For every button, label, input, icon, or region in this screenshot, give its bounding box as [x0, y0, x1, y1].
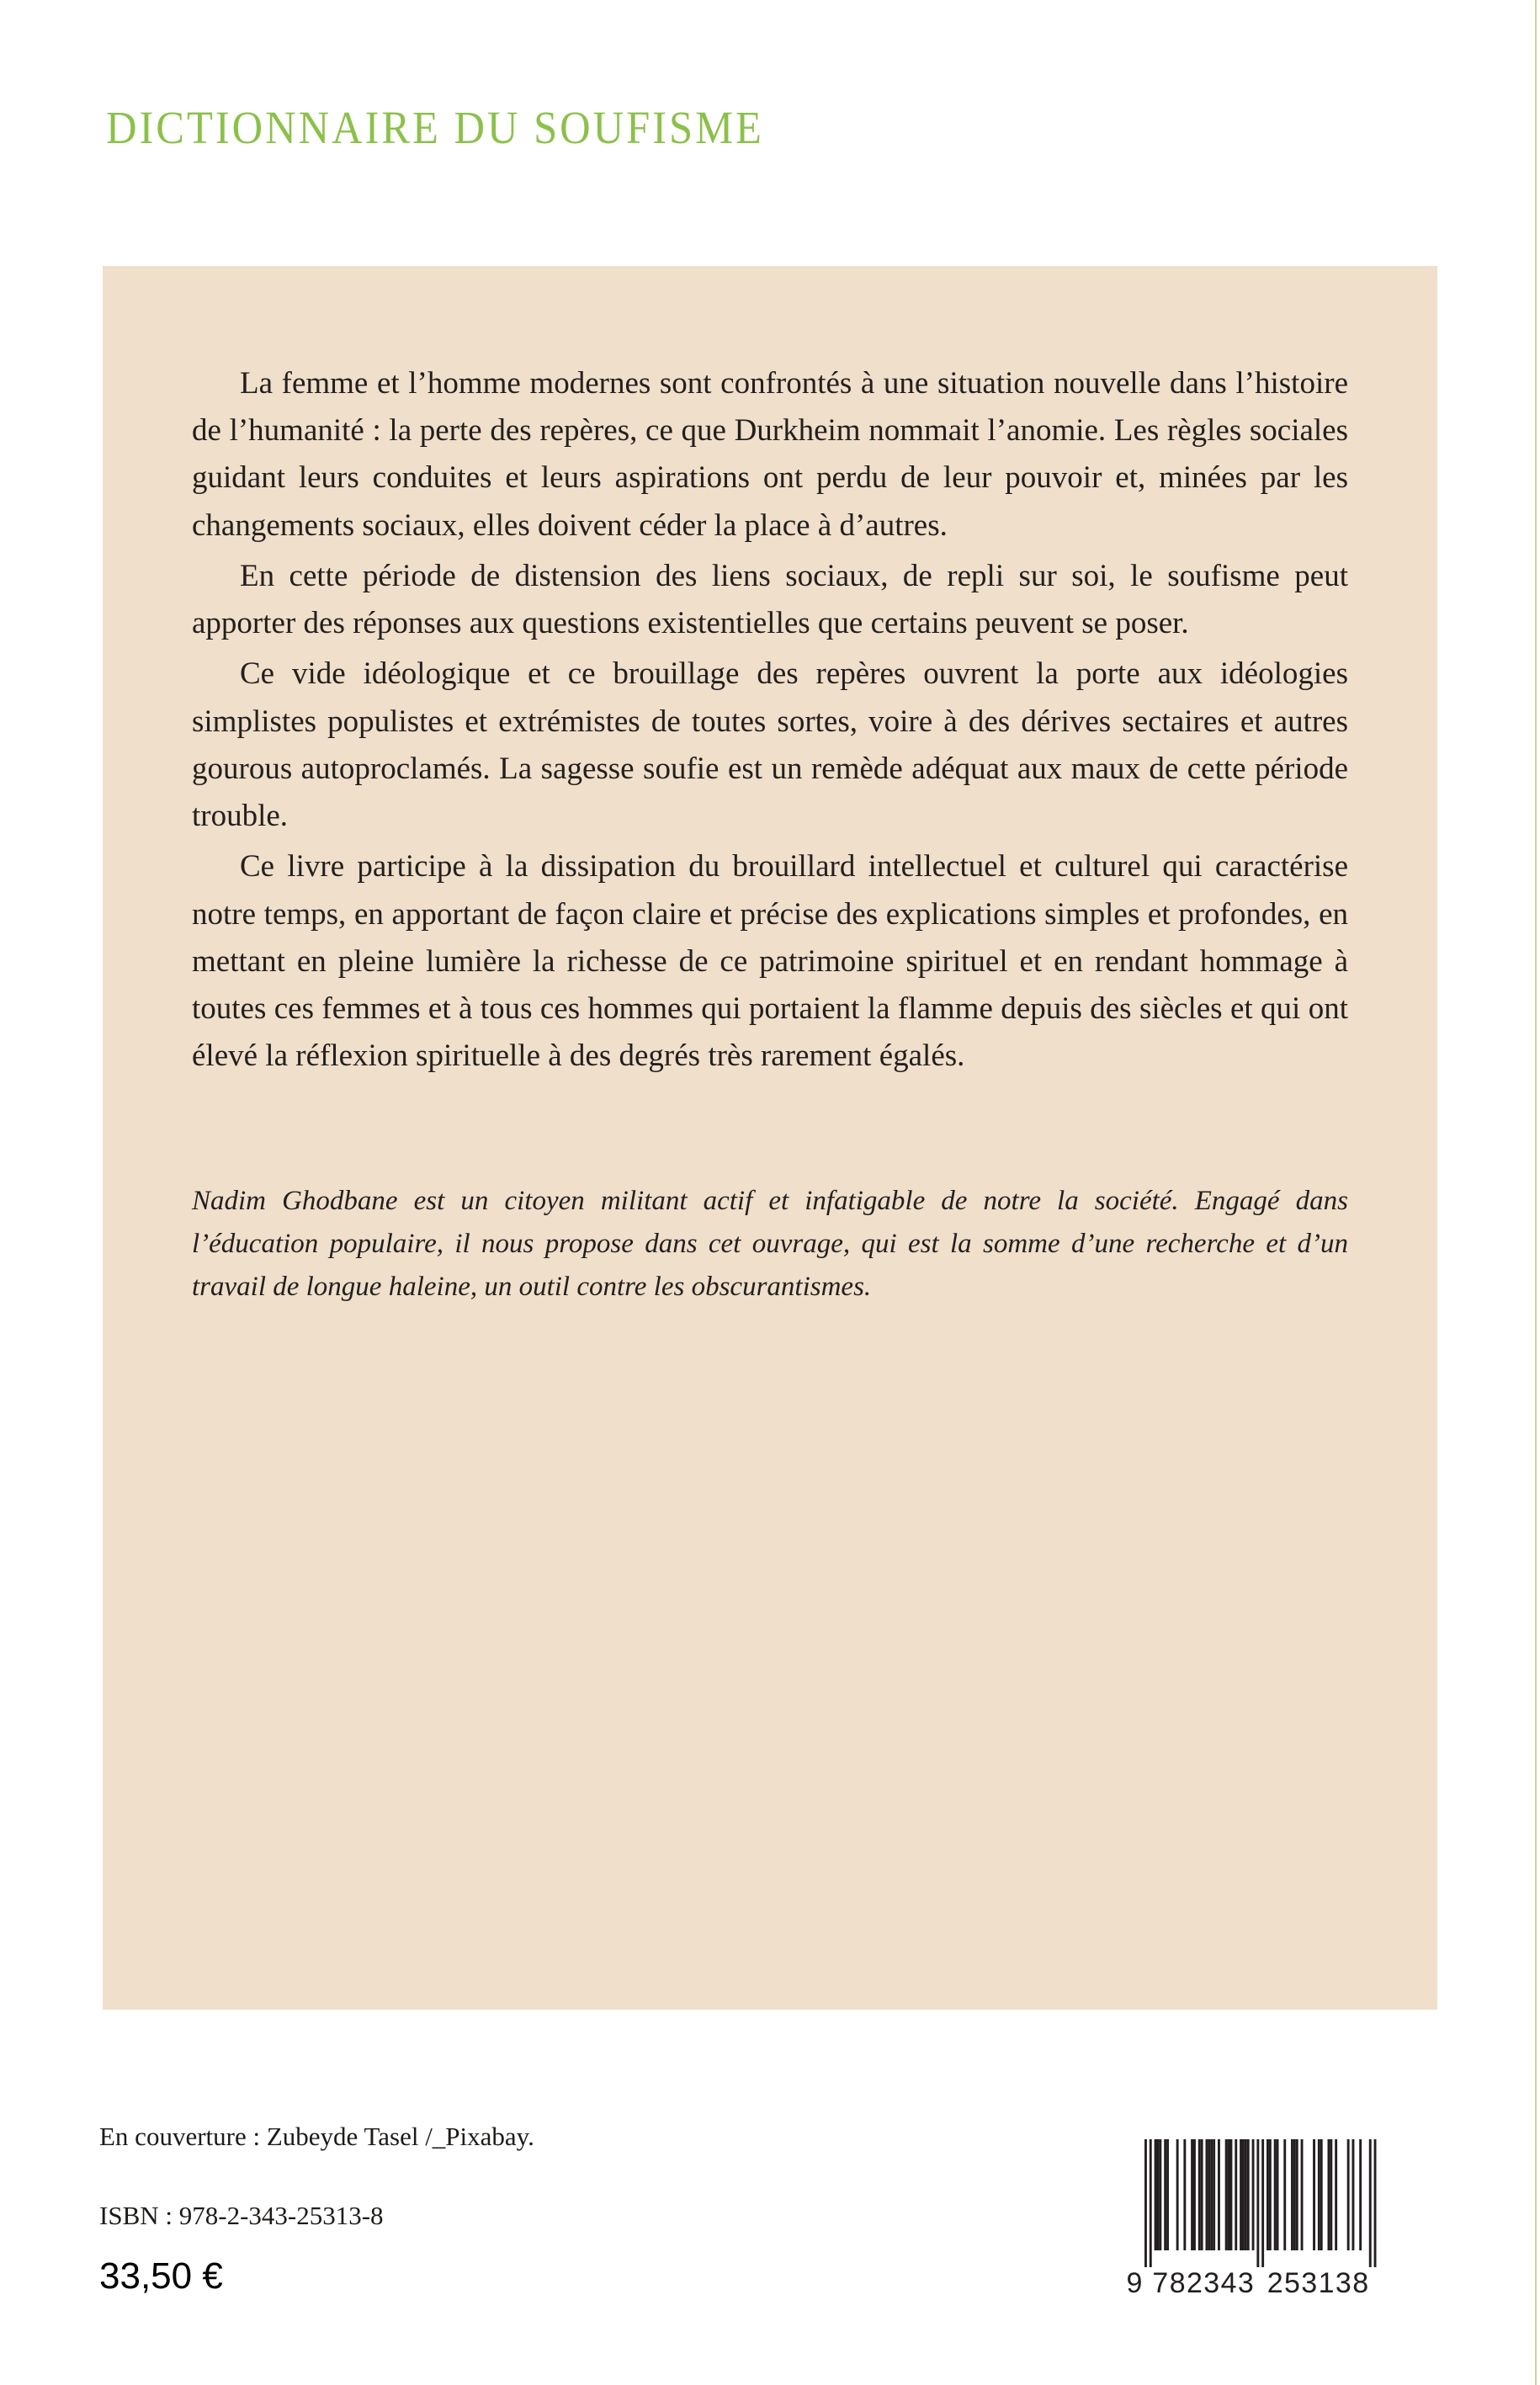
blurb-paragraph: Ce vide idéologique et ce brouillage des repères ouvrent la porte aux idéologies simplistes populistes et extrémistes de toutes sortes, voire à des dérives sectaires et autres gourous autoproclamés. La sagesse soufie est un remède adéquat aux maux de cette période trouble.	[192, 656, 1348, 834]
cover-edge-rule	[1535, 0, 1537, 2385]
blurb-paragraph: En cette période de distension des liens sociaux, de repli sur soi, le soufisme peut apporter des réponses aux questions existentielles que certains peuvent se poser.	[192, 558, 1348, 641]
svg-text:2: 2	[1267, 2267, 1283, 2297]
svg-text:9: 9	[1126, 2267, 1143, 2297]
blurb-panel	[103, 266, 1437, 2010]
svg-text:3: 3	[1301, 2267, 1318, 2297]
price-label: 33,50 €	[99, 2255, 223, 2297]
ean13-barcode	[1126, 2129, 1446, 2297]
blurb-paragraph: Ce livre participe à la dissipation du brouillard intellectuel et culturel qui caractérise notre temps, en apportant de façon claire et précise des explications simples et profondes, en mettant en pleine lumière la richesse de ce patrimoine spirituel et en rendant hommage à toutes ces femmes et à tous ces hommes qui portaient la flamme depuis des siècles et qui ont élevé la réflexion spirituelle à des degrés très rarement égalés.	[192, 849, 1348, 1074]
cover-image-credit: En couverture : Zubeyde Tasel /_Pixabay.	[99, 2122, 534, 2151]
blurb-text	[192, 360, 1348, 1081]
barcode-graphic	[1126, 2129, 1446, 2297]
svg-text:3: 3	[1237, 2267, 1254, 2297]
svg-text:8: 8	[1352, 2267, 1369, 2297]
svg-text:8: 8	[1169, 2267, 1186, 2297]
page-title: DICTIONNAIRE DU SOUFISME	[106, 102, 764, 153]
author-note-text: Nadim Ghodbane est un citoyen militant actif et infatigable de notre la société. Engagé dans l’éducation populaire, il nous propose dans cet ouvrage, qui est la somme d’une recherche et d’un travail de longue haleine, un outil contre les obscurantismes.	[192, 1185, 1348, 1303]
svg-text:7: 7	[1152, 2267, 1169, 2297]
isbn-label: ISBN : 978-2-343-25313-8	[99, 2201, 384, 2230]
svg-text:3: 3	[1203, 2267, 1220, 2297]
author-biography-note	[192, 1180, 1348, 1309]
svg-text:3: 3	[1335, 2267, 1351, 2297]
svg-text:2: 2	[1186, 2267, 1203, 2297]
svg-text:5: 5	[1283, 2267, 1300, 2297]
blurb-paragraph: La femme et l’homme modernes sont confrontés à une situation nouvelle dans l’histoire de l’humanité : la perte des repères, ce que Durkheim nommait l’anomie. Les règles sociales guidant leurs conduites et leurs aspirations ont perdu de leur pouvoir et, minées par les changements sociaux, elles doivent céder la place à d’autres.	[192, 366, 1348, 543]
svg-text:1: 1	[1318, 2267, 1335, 2297]
svg-text:4: 4	[1220, 2267, 1237, 2297]
